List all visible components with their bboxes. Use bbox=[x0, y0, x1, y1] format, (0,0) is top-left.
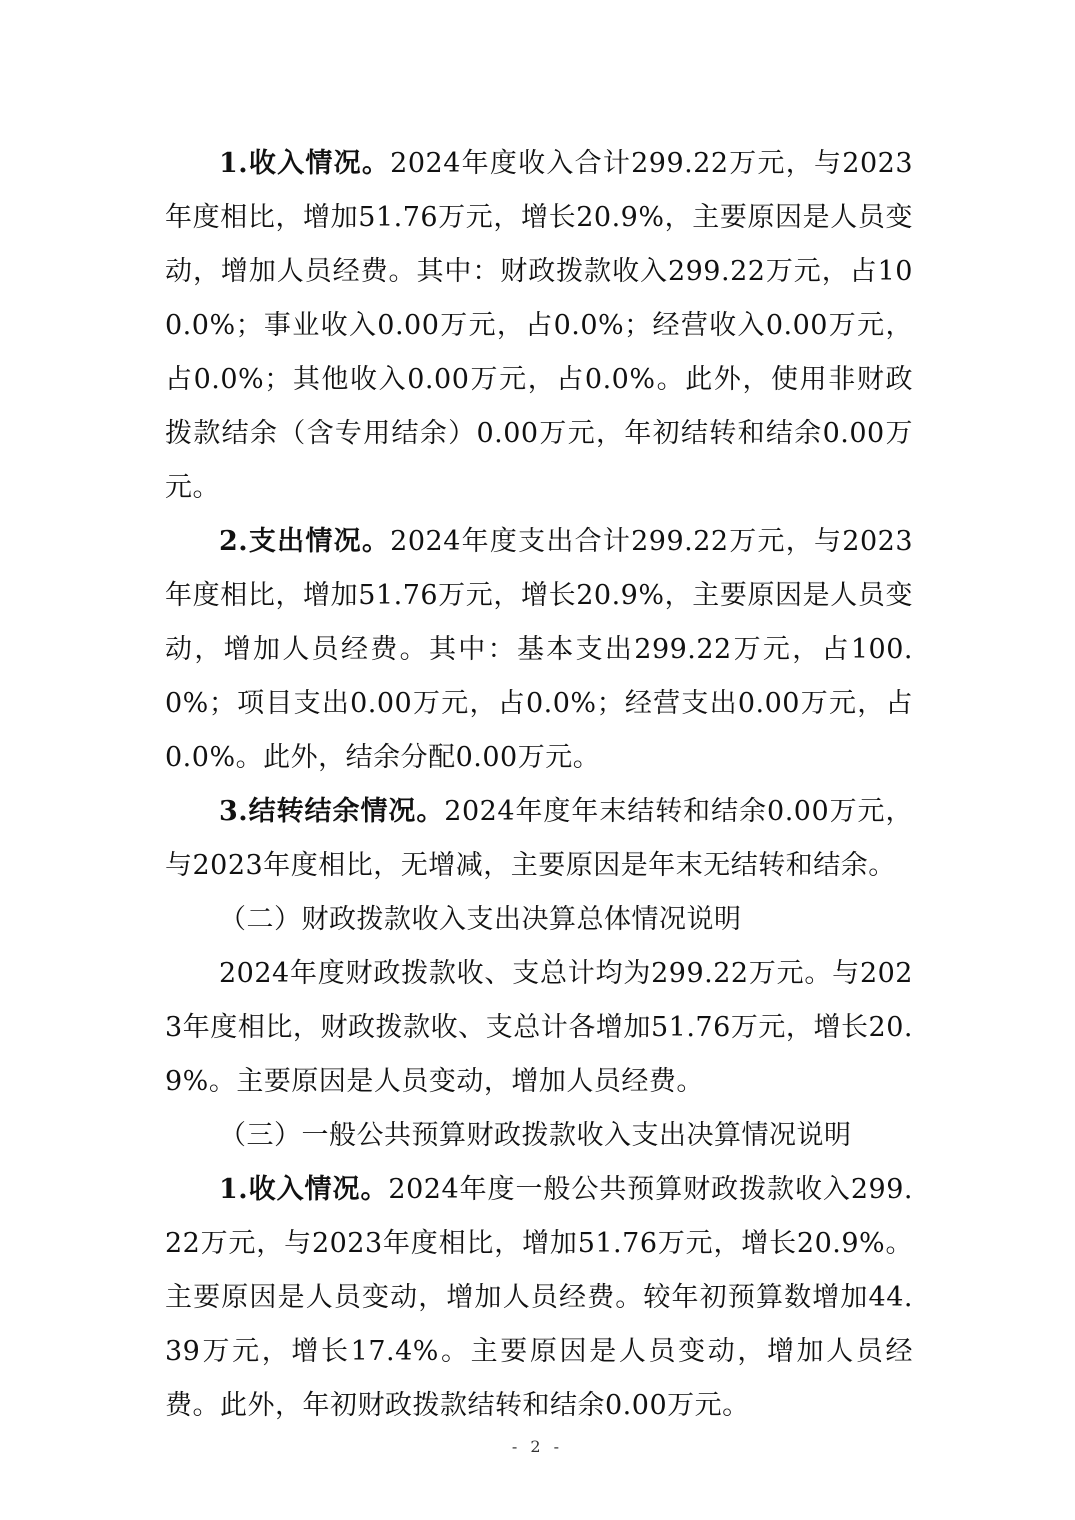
paragraph-text: 2024年度收入合计299.22万元，与2023年度相比，增加51.76万元，增长20.9%，主要原因是人员变动，增加人员经费。其中：财政拨款收入299.22万元，占100.0%；事业收入0.00万元，占0.0%；经营收入0.00万元，占0.0%；其他收入0.00万元，占0.0%。此外，使用非财政拨款结余（含专用结余）0.00万元，年初结转和结余0.00万元。 bbox=[165, 148, 913, 503]
paragraph-text: 2024年度年末结转和结余0.00万元，与2023年度相比，无增减，主要原因是年末无结转和结余。 bbox=[165, 796, 913, 881]
paragraph-text: 2024年度一般公共预算财政拨款收入299.22万元，与2023年度相比，增加51.76万元，增长20.9%。主要原因是人员变动，增加人员经费。较年初预算数增加44.39万元，增长17.4%。主要原因是人员变动，增加人员经费。此外，年初财政拨款结转和结余0.00万元。 bbox=[165, 1174, 913, 1421]
paragraph-carryover bbox=[165, 785, 913, 893]
paragraph-lead: 1.收入情况。 bbox=[219, 1174, 389, 1205]
paragraph-text: 2024年度支出合计299.22万元，与2023年度相比，增加51.76万元，增长20.9%，主要原因是人员变动，增加人员经费。其中：基本支出299.22万元，占100.0%；项目支出0.00万元，占0.0%；经营支出0.00万元，占0.0%。此外，结余分配0.00万元。 bbox=[165, 526, 913, 773]
page-number: - 2 - bbox=[511, 1437, 564, 1456]
section-heading-fiscal-overall: （二）财政拨款收入支出决算总体情况说明 bbox=[219, 904, 742, 935]
paragraph-fiscal-overall bbox=[165, 947, 913, 1109]
paragraph-income bbox=[165, 137, 913, 515]
paragraph-lead: 1.收入情况。 bbox=[219, 148, 391, 179]
paragraph-expenditure bbox=[165, 515, 913, 785]
paragraph-general-budget-income bbox=[165, 1163, 913, 1433]
paragraph-text: 2024年度财政拨款收、支总计均为299.22万元。与2023年度相比，财政拨款收、支总计各增加51.76万元，增长20.9%。主要原因是人员变动，增加人员经费。 bbox=[165, 958, 913, 1097]
document-body bbox=[165, 137, 913, 1433]
paragraph-lead: 2.支出情况。 bbox=[219, 526, 391, 557]
paragraph-lead: 3.结转结余情况。 bbox=[219, 796, 445, 827]
section-heading-general-budget: （三）一般公共预算财政拨款收入支出决算情况说明 bbox=[219, 1120, 852, 1151]
